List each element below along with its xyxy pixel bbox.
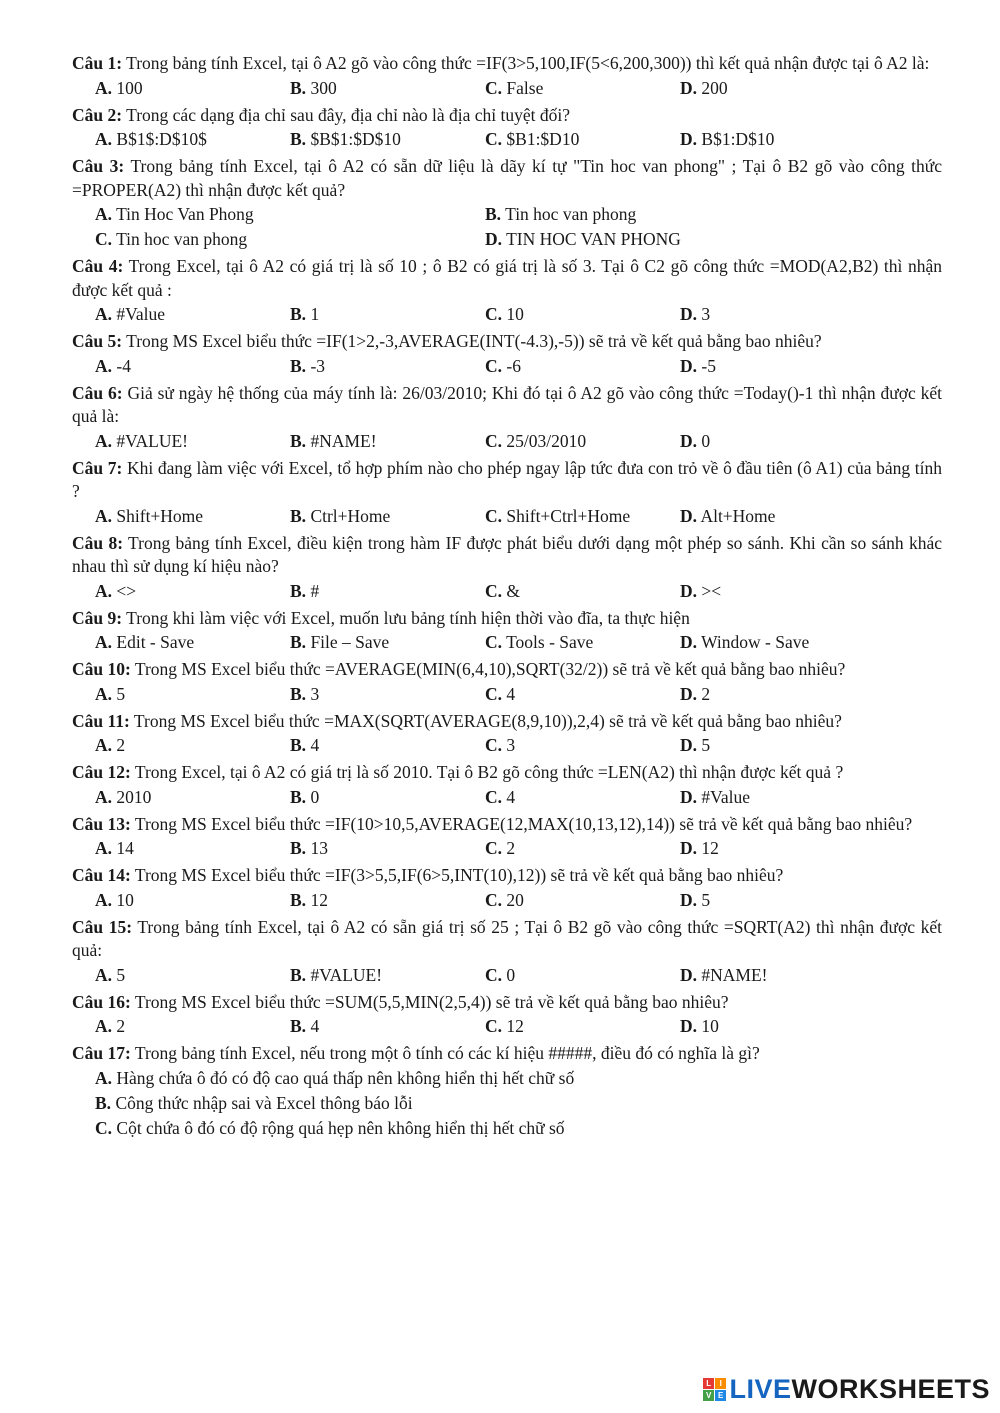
question-text: Giả sử ngày hệ thống của máy tính là: 26/03/2010; Khi đó tại ô A2 gõ vào công thức =Today()-1 thì nhận được kết quả là: — [72, 382, 943, 426]
answer-option[interactable] — [95, 579, 290, 604]
option-text: 2 — [116, 1016, 126, 1036]
option-letter: C. — [485, 838, 503, 858]
answer-option[interactable] — [290, 836, 485, 861]
option-text: 1 — [310, 304, 320, 324]
option-letter: C. — [95, 1117, 113, 1138]
option-text: 2 — [506, 838, 516, 858]
option-text: -3 — [310, 355, 326, 376]
option-text: #NAME! — [310, 430, 377, 451]
option-text: Tools - Save — [506, 632, 594, 652]
question-text: Trong các dạng địa chỉ sau đây, địa chỉ nào là địa chỉ tuyệt đối? — [126, 104, 570, 125]
option-letter: C. — [485, 77, 503, 98]
question-12 — [72, 761, 942, 810]
option-letter: A. — [95, 77, 113, 98]
answer-option[interactable] — [485, 202, 875, 227]
option-letter: D. — [680, 355, 698, 376]
question-text: Trong MS Excel biểu thức =MAX(SQRT(AVERAGE(8,9,10)),2,4) sẽ trả về kết quả bằng bao nhiêu? — [133, 710, 842, 731]
question-stem — [72, 382, 942, 429]
answer-options — [72, 630, 942, 655]
option-letter: B. — [95, 1092, 112, 1113]
answer-options — [72, 429, 942, 454]
option-letter: B. — [290, 430, 307, 451]
answer-option[interactable] — [290, 76, 485, 101]
option-letter: A. — [95, 786, 113, 807]
question-text: Trong MS Excel biểu thức =IF(1>2,-3,AVERAGE(INT(-4.3),-5)) sẽ trả về kết quả bằng bao nhiêu? — [126, 331, 822, 351]
question-stem — [72, 658, 942, 682]
option-letter: B. — [290, 505, 307, 526]
option-text: & — [506, 580, 521, 601]
answer-option[interactable] — [95, 682, 290, 707]
question-label: Câu 1: — [72, 53, 123, 73]
option-text: TIN HOC VAN PHONG — [506, 229, 681, 249]
question-16 — [72, 991, 942, 1040]
question-label: Câu 14: — [72, 865, 131, 885]
question-stem — [72, 761, 942, 785]
answer-option[interactable] — [485, 429, 680, 454]
answer-option[interactable] — [290, 127, 485, 152]
answer-option[interactable] — [95, 76, 290, 101]
option-letter: D. — [680, 77, 698, 98]
option-text: B$1$:D$10$ — [116, 129, 207, 149]
option-text: 10 — [116, 889, 134, 910]
answer-option[interactable] — [485, 127, 680, 152]
option-text: 0 — [506, 964, 516, 985]
question-3 — [72, 155, 942, 252]
option-letter: C. — [485, 786, 503, 807]
brand-worksheets-text: WORKSHEETS — [791, 1374, 990, 1404]
question-stem — [72, 532, 942, 579]
answer-option[interactable] — [680, 682, 875, 707]
option-letter: A. — [95, 580, 113, 601]
option-text: File – Save — [310, 632, 390, 652]
option-letter: B. — [290, 735, 307, 755]
option-letter: C. — [485, 129, 503, 149]
option-letter: B. — [290, 1016, 307, 1036]
option-text: -6 — [506, 355, 521, 376]
option-text: 300 — [310, 77, 337, 98]
question-stem — [72, 52, 942, 76]
answer-option[interactable] — [95, 202, 485, 227]
liveworksheets-logo-icon: L I V E — [703, 1378, 726, 1401]
option-text: #NAME! — [701, 964, 768, 985]
question-7 — [72, 457, 942, 529]
option-text: Edit - Save — [116, 632, 195, 652]
option-letter: D. — [680, 1016, 698, 1036]
question-stem — [72, 813, 942, 837]
option-letter: D. — [680, 304, 698, 324]
answer-options — [72, 682, 942, 707]
option-letter: A. — [95, 355, 113, 376]
option-letter: A. — [95, 632, 113, 652]
question-label: Câu 17: — [72, 1043, 131, 1063]
option-text: False — [506, 77, 544, 98]
question-stem — [72, 607, 942, 631]
option-letter: A. — [95, 304, 113, 324]
option-text: 13 — [310, 838, 328, 858]
question-label: Câu 10: — [72, 659, 131, 679]
answer-option[interactable] — [680, 76, 875, 101]
answer-option[interactable] — [485, 579, 680, 604]
question-text: Trong bảng tính Excel, tại ô A2 có sẵn dữ liệu là dãy kí tự "Tin hoc van phong" ; Tại ô B2 gõ vào công thức =PROPER(A2) thì nhận được kết quả? — [72, 156, 943, 200]
answer-options — [72, 202, 942, 252]
answer-option[interactable] — [290, 1014, 485, 1039]
option-text: Window - Save — [701, 632, 810, 652]
answer-option[interactable] — [95, 1014, 290, 1039]
option-letter: C. — [485, 430, 503, 451]
option-letter: A. — [95, 683, 113, 704]
answer-option[interactable] — [680, 504, 875, 529]
answer-option[interactable] — [95, 963, 290, 988]
option-letter: B. — [290, 304, 307, 324]
question-8 — [72, 532, 942, 604]
question-text: Trong MS Excel biểu thức =AVERAGE(MIN(6,4,10),SQRT(32/2)) sẽ trả về kết quả bằng bao nhiêu? — [134, 659, 846, 679]
answer-option[interactable] — [95, 354, 290, 379]
option-letter: C. — [485, 964, 503, 985]
option-text: 25/03/2010 — [506, 430, 587, 451]
question-stem — [72, 457, 942, 504]
option-letter: B. — [290, 580, 307, 601]
answer-option[interactable] — [680, 963, 875, 988]
option-text: 12 — [506, 1016, 524, 1036]
option-letter: B. — [290, 355, 307, 376]
option-letter: A. — [95, 1016, 113, 1036]
answer-options — [72, 354, 942, 379]
question-label: Câu 8: — [72, 532, 124, 553]
answer-option[interactable] — [290, 302, 485, 327]
answer-option[interactable] — [680, 785, 875, 810]
option-text: Alt+Home — [700, 505, 776, 526]
option-text: 4 — [506, 683, 516, 704]
question-1 — [72, 52, 942, 101]
option-text: 0 — [701, 430, 711, 451]
option-text: Tin Hoc Van Phong — [116, 204, 254, 224]
answer-option[interactable] — [485, 785, 680, 810]
answer-options — [72, 579, 942, 604]
option-letter: C. — [95, 229, 113, 249]
answer-option[interactable] — [680, 630, 875, 655]
option-letter: D. — [680, 129, 698, 149]
option-letter: D. — [680, 430, 698, 451]
option-text: Công thức nhập sai và Excel thông báo lỗi — [115, 1092, 413, 1113]
option-letter: B. — [290, 838, 307, 858]
option-text: #VALUE! — [310, 964, 383, 985]
question-stem — [72, 330, 942, 354]
question-10 — [72, 658, 942, 707]
question-5 — [72, 330, 942, 379]
answer-options — [72, 836, 942, 861]
option-letter: D. — [680, 964, 698, 985]
option-text: Shift+Home — [116, 505, 204, 526]
question-13 — [72, 813, 942, 862]
option-text: 20 — [506, 889, 524, 910]
answer-option[interactable] — [95, 302, 290, 327]
question-label: Câu 3: — [72, 156, 125, 176]
answer-option[interactable] — [95, 733, 290, 758]
question-stem — [72, 710, 942, 734]
option-text: 3 — [701, 304, 711, 324]
question-14 — [72, 864, 942, 913]
answer-options — [72, 76, 942, 101]
option-letter: B. — [485, 204, 502, 224]
answer-options — [72, 1066, 942, 1141]
option-text: 4 — [506, 786, 516, 807]
question-text: Trong bảng tính Excel, tại ô A2 gõ vào công thức =IF(3>5,100,IF(5<6,200,300)) thì kết quả nhận được tại ô A2 là: — [126, 53, 930, 73]
option-text: #Value — [701, 786, 750, 807]
option-text: 4 — [310, 735, 320, 755]
option-letter: A. — [95, 129, 113, 149]
answer-option[interactable] — [680, 1014, 875, 1039]
option-text: 5 — [701, 735, 711, 755]
option-letter: D. — [680, 889, 698, 910]
question-label: Câu 11: — [72, 710, 130, 731]
answer-option[interactable] — [485, 888, 680, 913]
question-text: Trong bảng tính Excel, nếu trong một ô tính có các kí hiệu #####, điều đó có nghĩa là gì? — [134, 1043, 760, 1063]
option-text: >< — [701, 580, 722, 601]
option-letter: B. — [290, 77, 307, 98]
answer-option[interactable] — [680, 836, 875, 861]
option-text: 2 — [701, 683, 711, 704]
question-stem — [72, 864, 942, 888]
question-6 — [72, 382, 942, 454]
question-text: Trong bảng tính Excel, điều kiện trong hàm IF được phát biểu dưới dạng một phép so sánh. Khi cần so sánh khác nhau thì sử dụng kí hiệu nào? — [72, 532, 943, 576]
question-stem — [72, 916, 942, 963]
option-letter: C. — [485, 355, 503, 376]
answer-option[interactable] — [290, 733, 485, 758]
option-text: $B1:$D10 — [506, 129, 580, 149]
answer-option[interactable] — [680, 354, 875, 379]
option-letter: A. — [95, 964, 113, 985]
option-letter: B. — [290, 632, 307, 652]
option-letter: B. — [290, 129, 307, 149]
question-text: Trong khi làm việc với Excel, muốn lưu bảng tính hiện thời vào đĩa, ta thực hiện — [126, 607, 690, 628]
option-letter: A. — [95, 1067, 113, 1088]
brand-live-text: LIVE — [729, 1374, 792, 1404]
answer-options — [72, 1014, 942, 1039]
question-text: Trong Excel, tại ô A2 có giá trị là số 10 ; ô B2 có giá trị là số 3. Tại ô C2 gõ công thức =MOD(A2,B2) thì nhận được kết quả : — [72, 256, 943, 300]
answer-option[interactable] — [290, 504, 485, 529]
answer-option[interactable] — [95, 429, 290, 454]
answer-option[interactable] — [680, 733, 875, 758]
option-letter: D. — [680, 786, 698, 807]
answer-option[interactable] — [485, 963, 680, 988]
answer-options — [72, 733, 942, 758]
answer-option[interactable] — [680, 888, 875, 913]
question-text: Trong MS Excel biểu thức =IF(3>5,5,IF(6>5,INT(10),12)) sẽ trả về kết quả bằng bao nhiêu? — [134, 865, 784, 885]
answer-options — [72, 302, 942, 327]
option-letter: C. — [485, 683, 503, 704]
answer-option[interactable] — [485, 354, 680, 379]
option-letter: B. — [290, 683, 307, 704]
option-text: 5 — [116, 683, 126, 704]
option-letter: D. — [680, 580, 698, 601]
answer-option[interactable] — [485, 227, 875, 252]
option-text: -5 — [701, 355, 716, 376]
answer-option[interactable] — [290, 963, 485, 988]
option-letter: A. — [95, 430, 113, 451]
question-label: Câu 4: — [72, 256, 124, 276]
option-letter: D. — [680, 632, 698, 652]
question-label: Câu 7: — [72, 457, 123, 478]
answer-option[interactable] — [290, 579, 485, 604]
option-letter: C. — [485, 580, 503, 601]
option-text: <> — [116, 580, 137, 601]
option-letter: C. — [485, 632, 503, 652]
option-text: B$1:D$10 — [701, 129, 775, 149]
question-text: Khi đang làm việc với Excel, tổ hợp phím nào cho phép ngay lập tức đưa con trỏ về ô đầu tiên (ô A1) của bảng tính ? — [72, 457, 943, 501]
answer-option[interactable] — [290, 429, 485, 454]
option-letter: D. — [485, 229, 503, 249]
answer-option[interactable] — [485, 76, 680, 101]
answer-option[interactable] — [290, 630, 485, 655]
option-letter: A. — [95, 889, 113, 910]
option-text: 10 — [701, 1016, 719, 1036]
answer-option[interactable] — [95, 888, 290, 913]
question-text: Trong bảng tính Excel, tại ô A2 có sẵn giá trị số 25 ; Tại ô B2 gõ vào công thức =SQRT(A2) thì nhận được kết quả: — [72, 916, 943, 960]
question-17 — [72, 1042, 942, 1141]
question-4 — [72, 255, 942, 327]
answer-options — [72, 504, 942, 529]
option-text: 3 — [506, 735, 516, 755]
answer-options — [72, 785, 942, 810]
option-text: 10 — [506, 304, 524, 324]
answer-option[interactable] — [485, 302, 680, 327]
option-letter: D. — [680, 505, 698, 526]
answer-option[interactable] — [485, 630, 680, 655]
question-stem — [72, 155, 942, 202]
option-text: Shift+Ctrl+Home — [506, 505, 631, 526]
option-letter: C. — [485, 304, 503, 324]
option-letter: A. — [95, 204, 113, 224]
answer-option[interactable] — [95, 127, 290, 152]
answer-option[interactable] — [680, 127, 875, 152]
option-letter: A. — [95, 505, 113, 526]
option-letter: C. — [485, 1016, 503, 1036]
option-text: 12 — [310, 889, 328, 910]
question-stem — [72, 1042, 942, 1066]
option-text: Hàng chứa ô đó có độ cao quá thấp nên không hiển thị hết chữ số — [116, 1067, 575, 1088]
option-text: #VALUE! — [116, 430, 189, 451]
answer-option[interactable] — [290, 785, 485, 810]
question-text: Trong Excel, tại ô A2 có giá trị là số 2010. Tại ô B2 gõ công thức =LEN(A2) thì nhận được kết quả ? — [134, 762, 844, 782]
answer-option[interactable] — [95, 836, 290, 861]
option-letter: C. — [485, 889, 503, 910]
option-text: 3 — [310, 683, 320, 704]
question-stem — [72, 991, 942, 1015]
question-text: Trong MS Excel biểu thức =SUM(5,5,MIN(2,5,4)) sẽ trả về kết quả bằng bao nhiêu? — [134, 991, 729, 1012]
answer-option[interactable] — [485, 504, 680, 529]
option-text: 2 — [116, 735, 126, 755]
option-text: $B$1:$D$10 — [310, 129, 401, 149]
option-text: 200 — [701, 77, 728, 98]
option-letter: C. — [485, 735, 503, 755]
answer-option[interactable] — [95, 1066, 895, 1091]
option-text: -4 — [116, 355, 131, 376]
question-stem — [72, 255, 942, 302]
option-text: Ctrl+Home — [310, 505, 391, 526]
question-label: Câu 12: — [72, 762, 131, 782]
option-text: 5 — [116, 964, 126, 985]
answer-option[interactable] — [290, 354, 485, 379]
answer-option[interactable] — [680, 302, 875, 327]
option-letter: D. — [680, 735, 698, 755]
answer-option[interactable] — [485, 836, 680, 861]
option-text: Cột chứa ô đó có độ rộng quá hẹp nên không hiển thị hết chữ số — [116, 1117, 565, 1138]
option-text: 2010 — [116, 786, 152, 807]
option-letter: C. — [485, 505, 503, 526]
answer-option[interactable] — [95, 504, 290, 529]
answer-options — [72, 127, 942, 152]
answer-option[interactable] — [95, 630, 290, 655]
option-letter: B. — [290, 786, 307, 807]
answer-option[interactable] — [485, 682, 680, 707]
question-15 — [72, 916, 942, 988]
answer-option[interactable] — [290, 682, 485, 707]
answer-option[interactable] — [485, 1014, 680, 1039]
question-2 — [72, 104, 942, 153]
question-text: Trong MS Excel biểu thức =IF(10>10,5,AVERAGE(12,MAX(10,13,12),14)) sẽ trả về kết quả bằng bao nhiêu? — [134, 813, 913, 834]
question-label: Câu 5: — [72, 331, 123, 351]
answer-options — [72, 888, 942, 913]
option-text: 14 — [116, 838, 134, 858]
answer-options — [72, 963, 942, 988]
option-letter: D. — [680, 683, 698, 704]
question-stem — [72, 104, 942, 128]
question-label: Câu 9: — [72, 607, 123, 628]
question-label: Câu 16: — [72, 991, 131, 1012]
option-letter: D. — [680, 838, 698, 858]
answer-option[interactable] — [485, 733, 680, 758]
option-letter: B. — [290, 889, 307, 910]
option-text: 4 — [310, 1016, 320, 1036]
question-label: Câu 15: — [72, 916, 133, 937]
option-text: Tin hoc van phong — [505, 204, 637, 224]
question-label: Câu 13: — [72, 813, 131, 834]
answer-option[interactable] — [95, 1116, 895, 1141]
answer-option[interactable] — [95, 785, 290, 810]
answer-option[interactable] — [680, 579, 875, 604]
question-9 — [72, 607, 942, 656]
question-label: Câu 2: — [72, 104, 123, 125]
option-text: 5 — [701, 889, 711, 910]
option-text: 0 — [310, 786, 320, 807]
option-letter: B. — [290, 964, 307, 985]
option-text: # — [310, 580, 320, 601]
question-11 — [72, 710, 942, 759]
option-letter: A. — [95, 735, 113, 755]
option-text: Tin hoc van phong — [116, 229, 248, 249]
question-label: Câu 6: — [72, 382, 123, 403]
worksheet-page — [72, 52, 942, 1144]
answer-option[interactable] — [680, 429, 875, 454]
answer-option[interactable] — [95, 227, 485, 252]
option-letter: A. — [95, 838, 113, 858]
option-text: #Value — [116, 304, 165, 324]
liveworksheets-logo[interactable] — [703, 1374, 990, 1405]
answer-option[interactable] — [290, 888, 485, 913]
option-text: 12 — [701, 838, 719, 858]
option-text: 100 — [116, 77, 143, 98]
answer-option[interactable] — [95, 1091, 895, 1116]
